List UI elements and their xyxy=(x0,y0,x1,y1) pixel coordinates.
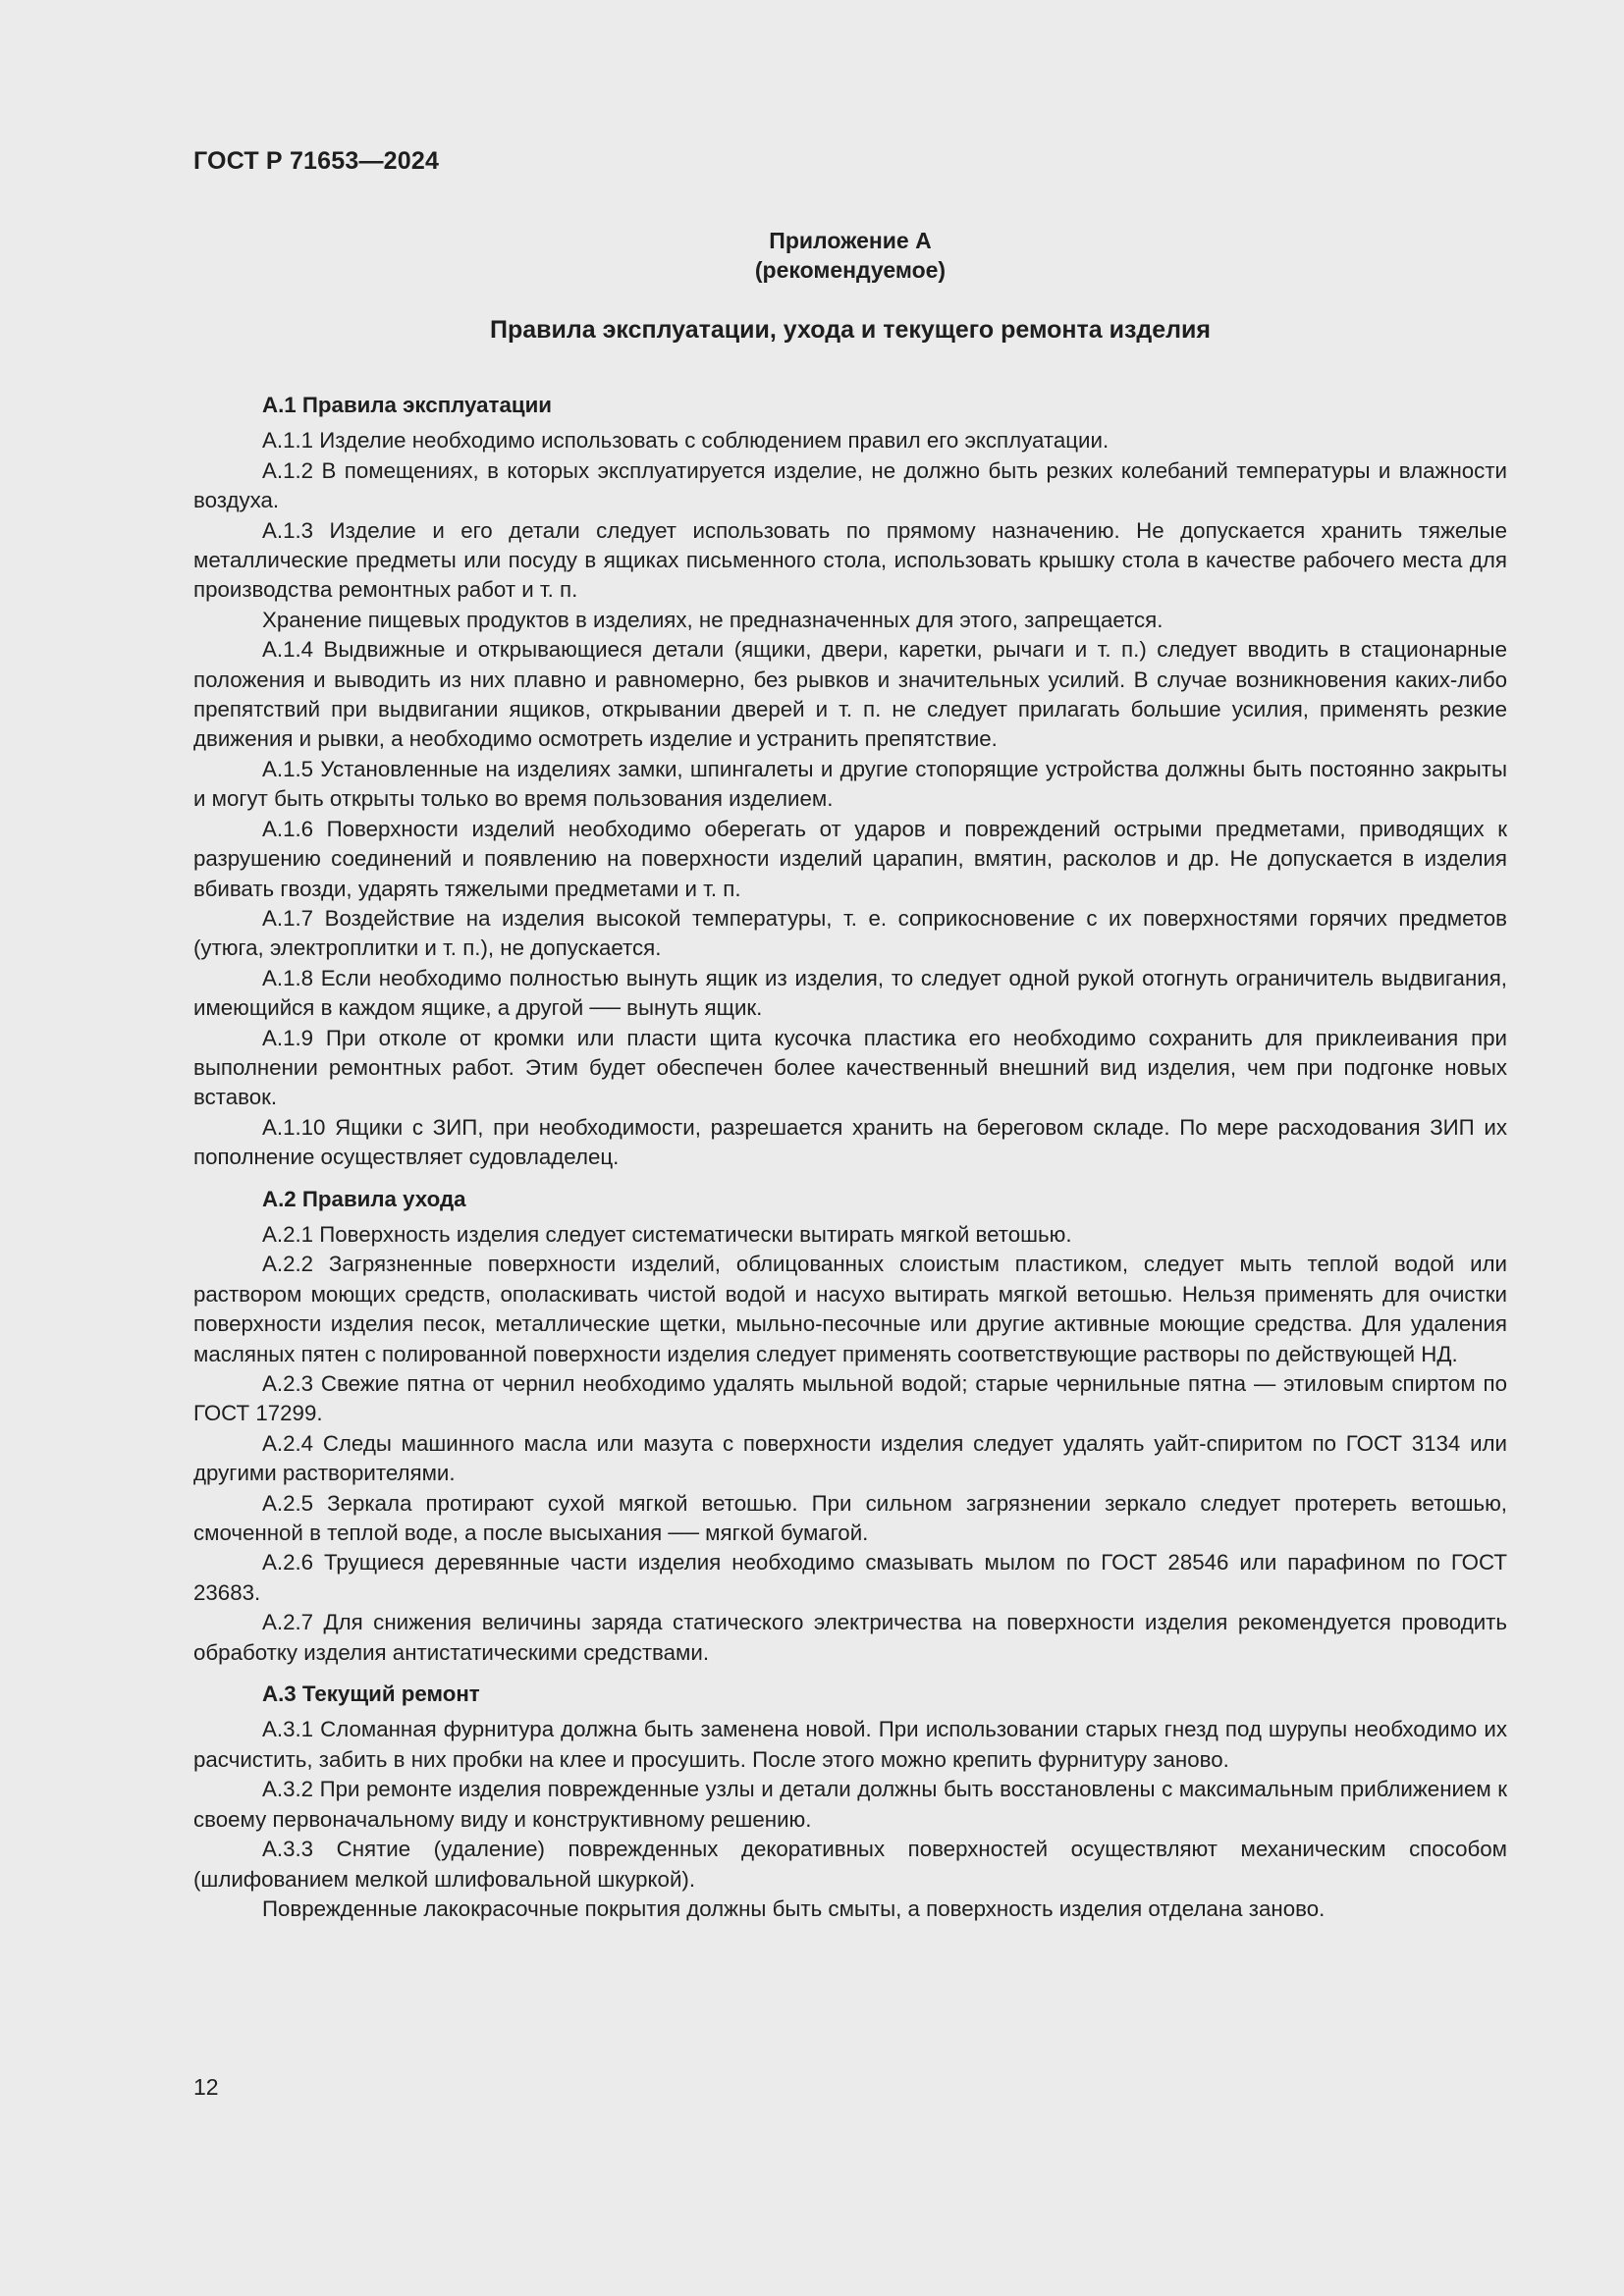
standard-designation: ГОСТ Р 71653—2024 xyxy=(193,147,440,175)
paragraph-a1-5: А.1.5 Установленные на изделиях замки, шпингалеты и другие стопорящие устройства должны быть постоянно закрыты и могут быть открыты только во время пользования изделием. xyxy=(193,756,1507,812)
paragraph-a1-1: А.1.1 Изделие необходимо использовать с соблюдением правил его эксплуатации. xyxy=(262,428,1110,454)
appendix-label: Приложение А xyxy=(769,228,932,253)
paragraph-a1-4: А.1.4 Выдвижные и открывающиеся детали (ящики, двери, каретки, рычаги и т. п.) следует вводить в стационарные положения и выводить из них плавно и равномерно, без рывков и значительных усилий. В случае возникновения каких-либо препятствий при выдвигании ящиков, открывании дверей и т. п. не следует прилагать большие усилия, применять резкие движения и рывки, а необходимо осмотреть изделие и устранить препятствие. xyxy=(193,637,1507,752)
document-body xyxy=(193,391,1507,1924)
paragraph-a2-2: А.2.2 Загрязненные поверхности изделий, облицованных слоистым пластиком, следует мыть теплой водой или раствором моющих средств, ополаскивать чистой водой и насухо вытирать мягкой ветошью. Нельзя применять для очистки поверхности изделия песок, металлические щетки, мыльно-песочные или другие активные моющие средства. Для удаления масляных пятен с полированной поверхности изделия следует применять соответствующие растворы по действующей НД. xyxy=(193,1252,1507,1366)
appendix-title: Правила эксплуатации, ухода и текущего ремонта изделия xyxy=(490,316,1211,344)
appendix-status: (рекомендуемое) xyxy=(754,257,947,283)
appendix-block xyxy=(193,226,1507,285)
paragraph-a1-6: А.1.6 Поверхности изделий необходимо оберегать от ударов и повреждений острыми предметами, приводящих к разрушению соединений и появлению на поверхности изделий царапин, вмятин, расколов и др. Не допускается в изделия вбивать гвозди, ударять тяжелыми предметами и т. п. xyxy=(193,816,1507,901)
paragraph-a3-1: А.3.1 Сломанная фурнитура должна быть заменена новой. При использовании старых гнезд под шурупы необходимо их расчистить, забить в них пробки на клее и просушить. После этого можно крепить фурнитуру заново. xyxy=(193,1717,1507,1772)
section-heading-a3: А.3 Текущий ремонт xyxy=(262,1682,480,1707)
paragraph-a2-6: А.2.6 Трущиеся деревянные части изделия необходимо смазывать мылом по ГОСТ 28546 или парафином по ГОСТ 23683. xyxy=(193,1550,1507,1605)
paragraph-a3-2: А.3.2 При ремонте изделия поврежденные узлы и детали должны быть восстановлены с максимальным приближением к своему первоначальному виду и конструктивному решению. xyxy=(193,1777,1507,1832)
paragraph-a3-3: А.3.3 Снятие (удаление) поврежденных декоративных поверхностей осуществляют механическим способом (шлифованием мелкой шлифовальной шкуркой). xyxy=(193,1837,1507,1892)
paragraph-a1-3: А.1.3 Изделие и его детали следует использовать по прямому назначению. Не допускается хранить тяжелые металлические предметы или посуду в ящиках письменного стола, использовать крышку стола в качестве рабочего места для производства ремонтных работ и т. п. xyxy=(193,517,1507,603)
paragraph-a3-3-paint: Поврежденные лакокрасочные покрытия должны быть смыты, а поверхность изделия отделана заново. xyxy=(262,1896,1326,1921)
section-heading-a2: А.2 Правила ухода xyxy=(262,1186,466,1211)
page-number: 12 xyxy=(193,2074,219,2100)
paragraph-a2-1: А.2.1 Поверхность изделия следует систематически вытирать мягкой ветошью. xyxy=(262,1221,1072,1247)
paragraph-a1-3-food: Хранение пищевых продуктов в изделиях, не предназначенных для этого, запрещается. xyxy=(262,607,1164,632)
paragraph-a2-4: А.2.4 Следы машинного масла или мазута с поверхности изделия следует удалять уайт-спиритом по ГОСТ 3134 или другими растворителями. xyxy=(193,1430,1507,1486)
section-heading-a1: А.1 Правила эксплуатации xyxy=(262,393,552,417)
paragraph-a2-7: А.2.7 Для снижения величины заряда статического электричества на поверхности изделия рекомендуется проводить обработку изделия антистатическими средствами. xyxy=(193,1610,1507,1665)
paragraph-a1-9: А.1.9 При отколе от кромки или пласти щита кусочка пластика его необходимо сохранить для приклеивания при выполнении ремонтных работ. Этим будет обеспечен более качественный внешний вид изделия, чем при подгонке новых вставок. xyxy=(193,1025,1507,1110)
paragraph-a2-5: А.2.5 Зеркала протирают сухой мягкой ветошью. При сильном загрязнении зеркало следует протереть ветошью, смоченной в теплой воде, а после высыхания ── мягкой бумагой. xyxy=(193,1490,1507,1546)
paragraph-a1-7: А.1.7 Воздействие на изделия высокой температуры, т. е. соприкосновение с их поверхностями горячих предметов (утюга, электроплитки и т. п.), не допускается. xyxy=(193,905,1507,961)
paragraph-a1-2: А.1.2 В помещениях, в которых эксплуатируется изделие, не должно быть резких колебаний температуры и влажности воздуха. xyxy=(193,457,1507,513)
paragraph-a2-3: А.2.3 Свежие пятна от чернил необходимо удалять мыльной водой; старые чернильные пятна — этиловым спиртом по ГОСТ 17299. xyxy=(193,1371,1507,1426)
paragraph-a1-8: А.1.8 Если необходимо полностью вынуть ящик из изделия, то следует одной рукой отогнуть ограничитель выдвигания, имеющийся в каждом ящике, а другой ── вынуть ящик. xyxy=(193,965,1507,1021)
paragraph-a1-10: А.1.10 Ящики с ЗИП, при необходимости, разрешается хранить на береговом складе. По мере расходования ЗИП их пополнение осуществляет судовладелец. xyxy=(193,1114,1507,1170)
